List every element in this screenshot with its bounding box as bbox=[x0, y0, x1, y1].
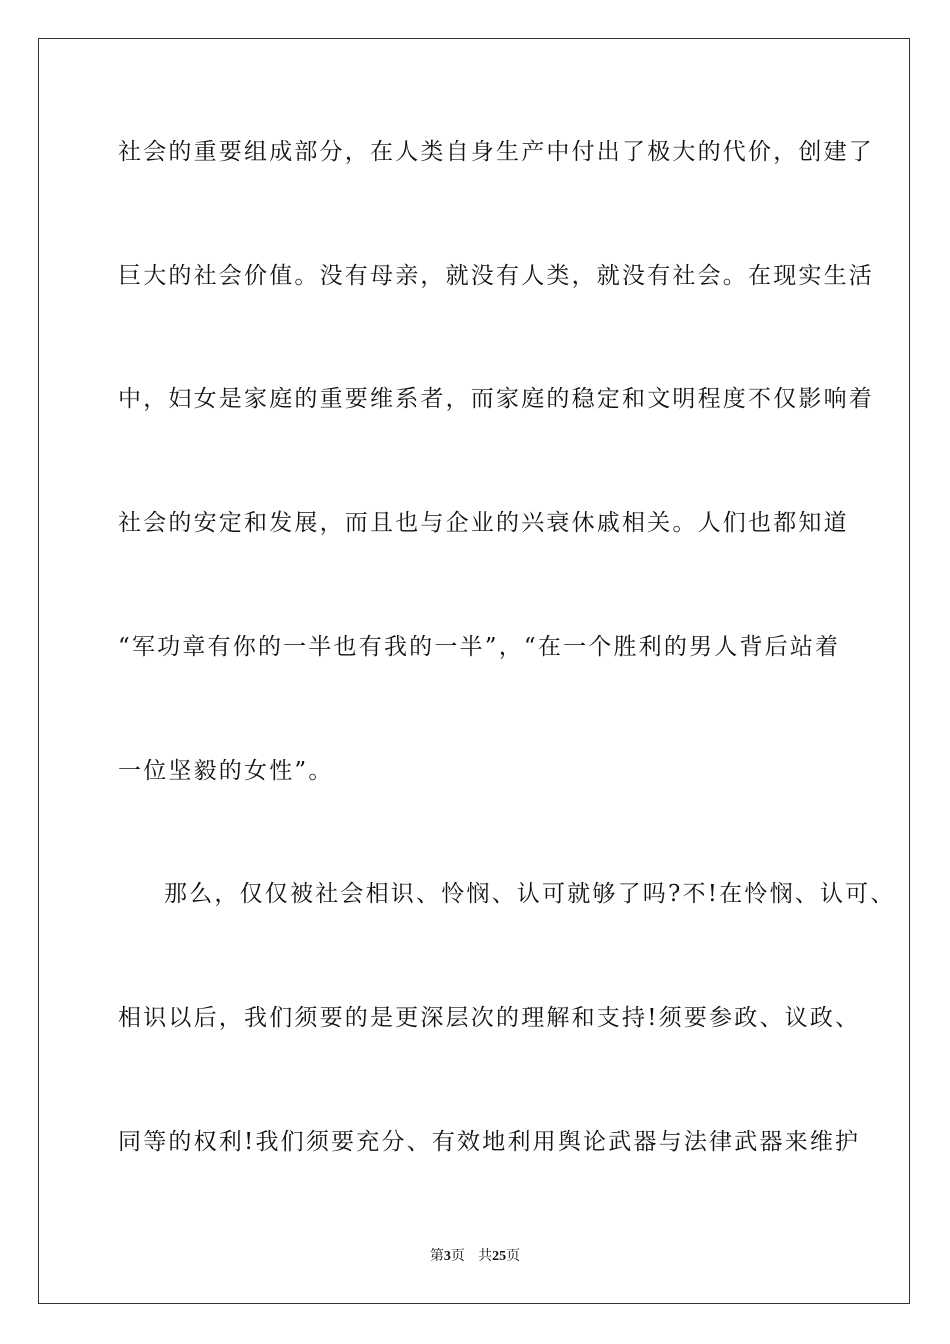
page-border bbox=[38, 38, 910, 1304]
body-text-line-7: 那么，仅仅被社会相识、怜悯、认可就够了吗?不!在怜悯、认可、 bbox=[164, 881, 896, 907]
body-text-line-3: 中，妇女是家庭的重要维系者，而家庭的稳定和文明程度不仅影响着 bbox=[118, 386, 874, 412]
page-suffix: 页 bbox=[450, 1248, 465, 1264]
body-text-line-2: 巨大的社会价值。没有母亲，就没有人类，就没有社会。在现实生活 bbox=[118, 263, 874, 289]
page-number-footer bbox=[0, 1246, 950, 1267]
total-suffix: 页 bbox=[506, 1248, 521, 1264]
page-prefix: 第 bbox=[429, 1248, 444, 1264]
body-text-line-6: 一位坚毅的女性”。 bbox=[118, 758, 334, 784]
current-page-number: 3 bbox=[443, 1249, 451, 1264]
total-prefix: 共 bbox=[478, 1248, 493, 1264]
body-text-line-4: 社会的安定和发展，而且也与企业的兴衰休戚相关。人们也都知道 bbox=[118, 510, 849, 536]
body-text-line-5: “军功章有你的一半也有我的一半”，“在一个胜利的男人背后站着 bbox=[118, 634, 841, 660]
body-text-line-1: 社会的重要组成部分，在人类自身生产中付出了极大的代价，创建了 bbox=[118, 139, 874, 165]
body-text-line-9: 同等的权利!我们须要充分、有效地利用舆论武器与法律武器来维护 bbox=[118, 1129, 861, 1155]
body-text-line-8: 相识以后，我们须要的是更深层次的理解和支持!须要参政、议政、 bbox=[118, 1005, 861, 1031]
total-page-count: 25 bbox=[492, 1249, 507, 1264]
